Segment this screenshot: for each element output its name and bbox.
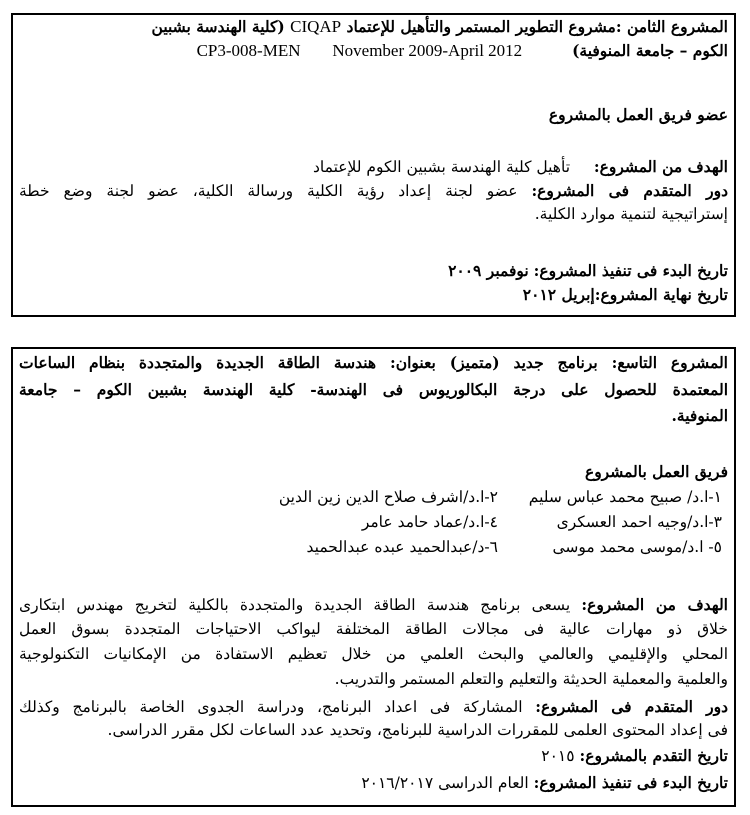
project-9-start <box>19 773 728 792</box>
team-member: ٦-د/عبدالحميد عبده عبدالحميد <box>306 538 498 556</box>
project-8-title-line2 <box>19 41 728 61</box>
project-9-submit-value: ٢٠١٥ <box>541 747 575 765</box>
project-9-box <box>11 347 736 807</box>
project-9-applicant-role-text: المشاركة فى اعداد البرنامج، ودراسة الجدوى الخاصة بالبرنامج وكذلك <box>19 698 523 716</box>
team-member: ٥- ا.د/موسى محمد موسى <box>552 538 722 556</box>
project-9-goal-line2: خلاق ذو مهارات عالية فى مجالات الطاقة المختلفة ليواكب الاحتياجات المتجددة بسوق العمل <box>19 620 728 638</box>
project-9-start-label: تاريخ البدء فى تنفيذ المشروع: <box>533 773 728 792</box>
project-8-title-prefix: المشروع الثامن :مشروع التطوير المستمر والتأهيل للإعتماد <box>346 17 728 36</box>
project-9-title-line1: المشروع التاسع: برنامج جديد (متميز) بعنوان: هندسة الطاقة الجديدة والمتجددة بنظام الساعات <box>19 353 728 372</box>
project-8-box <box>11 13 736 317</box>
project-8-id: CP3-008-MEN <box>196 41 301 60</box>
project-8-period: November 2009-April 2012 <box>332 41 523 60</box>
project-9-applicant-role-line2: فى إعداد المحتوى العلمى للمقررات الدراسية للبرنامج، وتحديد عدد الساعات لكل مقرر الدراسى. <box>107 721 728 739</box>
project-8-applicant-role-line2: إستراتيجية لتنمية موارد الكلية. <box>534 205 728 223</box>
project-9-submit-label: تاريخ التقدم بالمشروع: <box>579 746 728 765</box>
project-9-start-value: العام الدراسى ٢٠١٦/٢٠١٧ <box>361 774 529 792</box>
project-8-code: CIQAP <box>290 17 342 36</box>
project-8-applicant-role-label: دور المتقدم فى المشروع: <box>531 181 728 200</box>
project-8-applicant-role-text: عضو لجنة إعداد رؤية الكلية ورسالة الكلية، عضو لجنة وضع خطة <box>19 182 518 200</box>
team-member: ٢-ا.د/اشرف صلاح الدين زين الدين <box>278 488 498 506</box>
project-8-end-value: إبريل ٢٠١٢ <box>522 285 595 304</box>
project-9-goal-line1 <box>19 595 728 614</box>
project-8-goal <box>19 157 728 176</box>
project-8-start-label: تاريخ البدء فى تنفيذ المشروع: <box>533 261 728 280</box>
project-9-title-line3: المنوفية. <box>671 406 728 425</box>
project-8-end-label: تاريخ نهاية المشروع: <box>594 285 728 304</box>
project-8-role: عضو فريق العمل بالمشروع <box>548 105 728 124</box>
project-9-submit <box>19 746 728 765</box>
team-member: ١-ا.د/ صبيح محمد عباس سليم <box>528 488 722 506</box>
team-member: ٤-ا.د/عماد حامد عامر <box>361 513 498 531</box>
project-9-applicant-role-line1 <box>19 697 728 716</box>
project-8-start-value: نوفمبر ٢٠٠٩ <box>448 261 529 280</box>
project-9-goal-label: الهدف من المشروع: <box>581 595 728 614</box>
project-8-title-line1 <box>19 17 728 37</box>
project-8-university: الكوم – جامعة المنوفية) <box>572 41 728 60</box>
project-8-end <box>19 285 728 304</box>
project-9-team-heading: فريق العمل بالمشروع <box>584 462 728 481</box>
project-8-goal-label: الهدف من المشروع: <box>593 157 728 176</box>
project-9-goal-line4: والعلمية والمعملية الحديثة والتعليم والتعلم المستمر والتدريب. <box>334 670 728 688</box>
project-9-goal-text: يسعى برنامج هندسة الطاقة الجديدة والمتجددة بالكلية لتخريج مهندس ابتكارى <box>19 596 571 614</box>
project-8-goal-text: تأهيل كلية الهندسة بشبين الكوم للإعتماد <box>313 158 571 176</box>
project-8-title-suffix: (كلية الهندسة بشبين <box>151 17 285 36</box>
project-9-applicant-role-label: دور المتقدم فى المشروع: <box>535 697 728 716</box>
project-8-start <box>19 261 728 280</box>
project-9-goal-line3: المحلي والإقليمي والعالمي والبحث العلمي من خلال تعظيم الاستفادة من الإمكانيات التكنولوجية <box>19 645 728 663</box>
team-member: ٣-ا.د/وجيه احمد العسكرى <box>556 513 722 531</box>
project-9-title-line2: المعتمدة للحصول على درجة البكالوريوس فى الهندسة- كلية الهندسة بشبين الكوم – جامعة <box>19 380 728 399</box>
project-8-applicant-role-line1 <box>19 181 728 200</box>
